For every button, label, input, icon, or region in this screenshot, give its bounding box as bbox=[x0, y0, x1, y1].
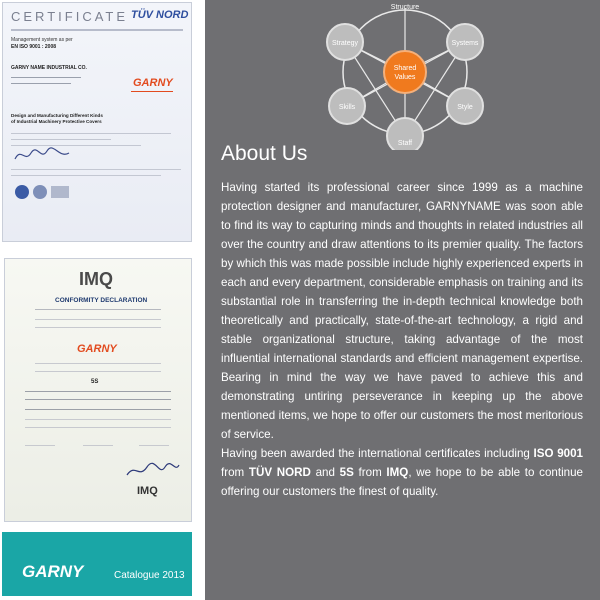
about-paragraph-2: Having been awarded the international certificates including ISO 9001 from TÜV NORD and 5S from IMQ, we hope to be able to continue offering our customers the finest of quality. bbox=[221, 447, 583, 498]
shared-values-label-1: Shared bbox=[393, 65, 417, 72]
about-paragraph-1: Having started its professional career since 1999 as a machine protection designer and manufacturer, GARNYNAME was soon able to find its way to capturing minds and thoughts in related industries all over the country and draw attentions to its premier quality. The factors by which this was made possible include highly experienced experts in each and every department, considerable emphasis on training and its substantial role in transferring the in-depth technical knowledge both theoretically and practically, state-of-the-art technology, a rigid and stable organizational structure, taking advantage of the most influential international standards and efficient management expertise. Bearing in mind the way we have paved to achieve this and demonstrating untiring perseverance in keeping up the above mentioned items, we hope to offer our customers the most meritorious of service. bbox=[221, 181, 583, 441]
scope-subtitle: of Industrial Machinery Protective Covers bbox=[11, 119, 102, 124]
seven-s-diagram bbox=[305, 0, 505, 150]
staff-node bbox=[387, 118, 423, 150]
tuv-certificate-image[interactable] bbox=[2, 2, 192, 242]
skills-label: Skills bbox=[338, 104, 356, 111]
catalogue-label: Catalogue 2013 bbox=[114, 570, 185, 581]
imq-footer-logo: IMQ bbox=[137, 485, 158, 497]
about-panel bbox=[205, 0, 600, 600]
left-column bbox=[0, 0, 200, 600]
signature-mark bbox=[13, 145, 73, 165]
garny-logo-small: GARNY bbox=[133, 77, 173, 89]
strategy-node bbox=[327, 24, 363, 60]
about-body bbox=[221, 178, 583, 501]
skills-node bbox=[329, 88, 365, 124]
company-name: GARNY NAME INDUSTRIAL CO. bbox=[11, 65, 87, 71]
catalogue-brand-logo: GARNY bbox=[22, 562, 84, 581]
catalogue-banner[interactable] bbox=[2, 532, 192, 596]
garny-logo-imq: GARNY bbox=[77, 343, 117, 355]
tuv-nord-text: TÜV NORD bbox=[248, 466, 311, 479]
accreditation-logos bbox=[13, 183, 73, 201]
strategy-label: Strategy bbox=[331, 40, 359, 47]
shared-values-label-2: Values bbox=[394, 74, 416, 81]
style-node bbox=[447, 88, 483, 124]
structure-label: Structure bbox=[390, 4, 420, 11]
about-title: About Us bbox=[221, 142, 308, 165]
imq-certificate-image[interactable] bbox=[4, 258, 192, 522]
five-s-text: 5S bbox=[339, 466, 354, 479]
imq-text: IMQ bbox=[386, 466, 409, 479]
tuv-nord-logo: TÜV NORD bbox=[131, 9, 189, 21]
iso-9001-text: ISO 9001 bbox=[533, 447, 583, 460]
system-line-2: EN ISO 9001 : 2008 bbox=[11, 44, 57, 50]
systems-node bbox=[447, 24, 483, 60]
shared-values-node bbox=[384, 51, 426, 93]
systems-label: Systems bbox=[451, 40, 479, 47]
staff-label: Staff bbox=[397, 140, 413, 147]
imq-signature-mark bbox=[125, 459, 181, 481]
system-line-1: Management system as per bbox=[11, 37, 73, 43]
imq-logo: IMQ bbox=[79, 269, 113, 289]
style-label: Style bbox=[457, 104, 473, 111]
five-s-label: 5S bbox=[91, 379, 99, 385]
conformity-heading: CONFORMITY DECLARATION bbox=[55, 297, 148, 304]
certificate-heading: CERTIFICATE bbox=[11, 9, 129, 24]
scope-title: Design and Manufacturing Different Kinds bbox=[11, 113, 103, 118]
